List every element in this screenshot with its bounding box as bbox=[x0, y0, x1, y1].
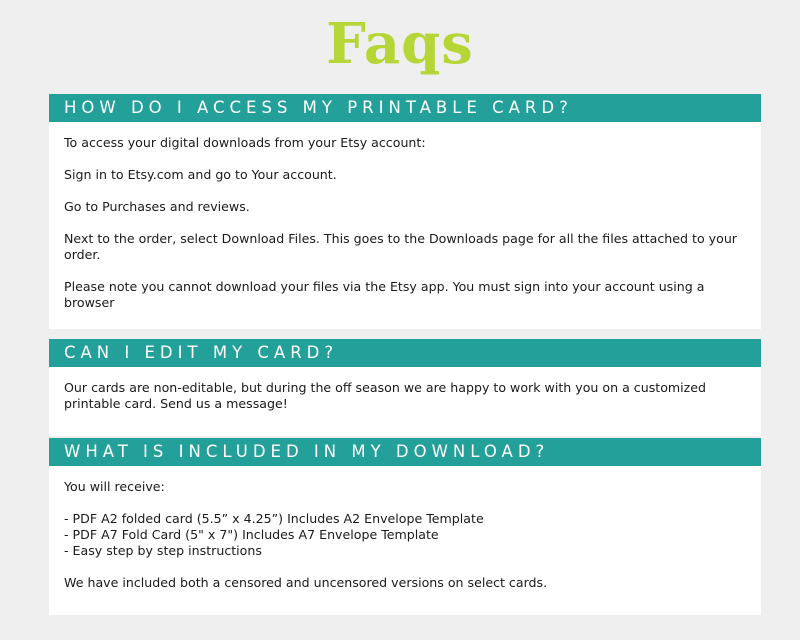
answer-paragraph: Next to the order, select Download Files. This goes to the Downloads page for all the files attached to your order. bbox=[64, 231, 737, 262]
answer-intro: You will receive: bbox=[64, 479, 165, 494]
list-item: - PDF A2 folded card (5.5” x 4.25”) Includes A2 Envelope Template bbox=[64, 511, 484, 526]
page-title: Faqs bbox=[326, 11, 474, 77]
faq-edit-card bbox=[49, 339, 761, 436]
faq-answer bbox=[49, 122, 761, 329]
answer-paragraph: Go to Purchases and reviews. bbox=[64, 199, 250, 214]
answer-outro: We have included both a censored and uncensored versions on select cards. bbox=[64, 575, 548, 590]
answer-paragraph: Our cards are non-editable, but during the off season we are happy to work with you on a customized printable card. Send us a message! bbox=[64, 380, 707, 411]
answer-paragraph: Sign in to Etsy.com and go to Your account. bbox=[64, 167, 337, 182]
faq-answer bbox=[49, 466, 761, 615]
faq-download-contents bbox=[49, 438, 761, 615]
faq-access-printable-card bbox=[49, 94, 761, 329]
faq-question: HOW DO I ACCESS MY PRINTABLE CARD? bbox=[49, 94, 761, 122]
answer-paragraph: Please note you cannot download your files via the Etsy app. You must sign into your account using a browser bbox=[64, 279, 705, 310]
faq-question: WHAT IS INCLUDED IN MY DOWNLOAD? bbox=[49, 438, 761, 466]
faq-question: CAN I EDIT MY CARD? bbox=[49, 339, 761, 367]
list-item: - Easy step by step instructions bbox=[64, 543, 262, 558]
list-item: - PDF A7 Fold Card (5" x 7") Includes A7 Envelope Template bbox=[64, 527, 439, 542]
answer-paragraph: To access your digital downloads from your Etsy account: bbox=[64, 135, 426, 150]
included-items-list bbox=[64, 511, 746, 559]
faq-answer bbox=[49, 367, 761, 436]
